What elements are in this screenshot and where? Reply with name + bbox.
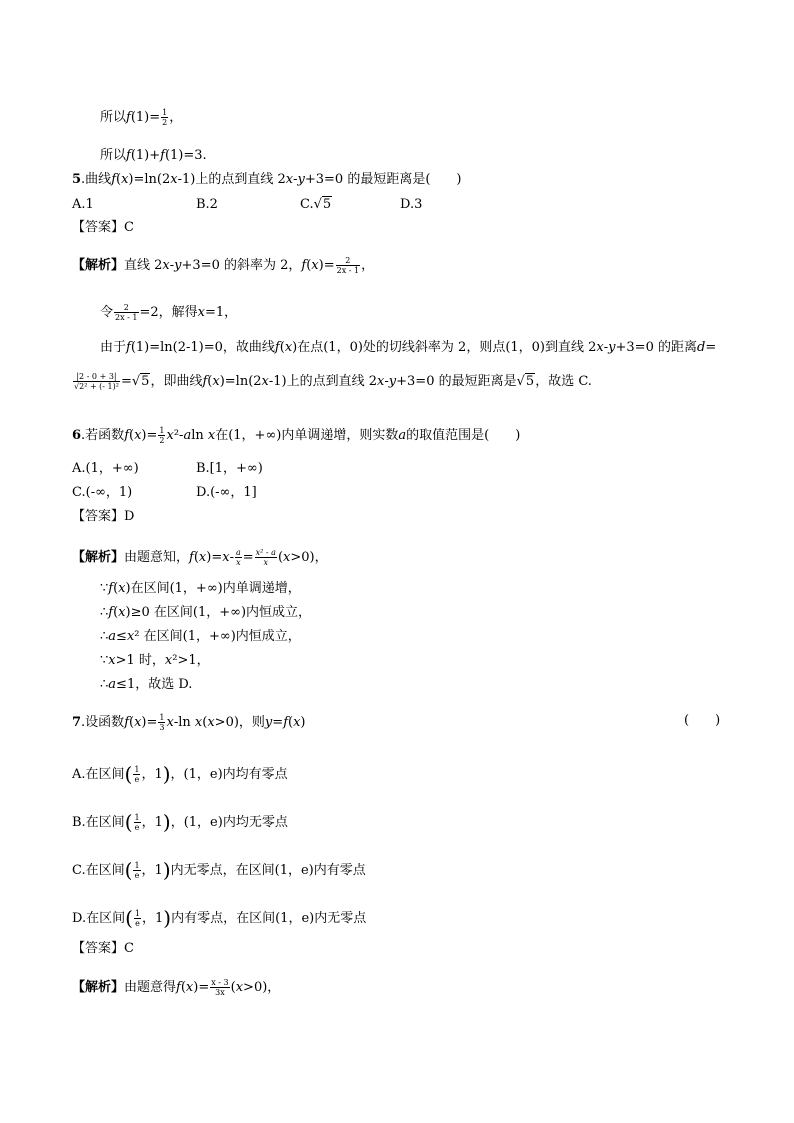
solution-line: ∴a≤x² 在区间(1，+∞)内恒成立， <box>100 629 301 644</box>
q7-option-b: B.在区间( $\frac{1}{e}$ ，1)，(1，e)内均无零点 <box>72 810 288 834</box>
fraction: $\frac{2}{2x - 1}$ <box>336 256 360 275</box>
q7-option-a: A.在区间( $\frac{1}{e}$ ，1)，(1，e)内均有零点 <box>72 762 288 786</box>
solution-line: ∵f(x)在区间(1，+∞)内单调递增， <box>100 581 301 596</box>
q7-option-c: C.在区间( $\frac{1}{e}$ ，1)内无零点，在区间(1，e)内有零点 <box>72 858 366 882</box>
analysis-7: 【解析】由题意得f(x)= $\frac{x - 3}{3x}$ (x>0)， <box>72 978 281 997</box>
q5-option-c: C.√5 <box>300 197 332 212</box>
solution-line: 令 $\frac{2}{2x - 1}$ =2，解得x=1， <box>100 303 238 322</box>
fraction: $\frac{\text{x² - a}}{x}$ <box>255 548 276 567</box>
question-6: 6.若函数f(x)= $\frac{1}{2}$ x²-aln x在(1，+∞)内单调递增，则实数a的取值范围是( ) <box>72 426 521 445</box>
fraction: $\frac{1}{e}$ <box>134 909 140 928</box>
q7-answer-paren: ( ) <box>684 713 721 728</box>
sqrt: √5 <box>131 374 150 389</box>
fraction: $\frac{1}{3}$ <box>159 713 165 732</box>
sqrt: √5 <box>516 374 535 389</box>
solution-line: 所以f(1)+f(1)=3. <box>100 148 207 163</box>
fraction: $\frac{a}{x}$ <box>235 548 241 567</box>
fraction: $\frac{x - 3}{3x}$ <box>211 978 229 997</box>
question-7: 7.设函数f(x)= $\frac{1}{3}$ x-ln x(x>0)，则y=f(x) <box>72 713 306 732</box>
answer-7: 【答案】C <box>72 941 134 956</box>
solution-line: 由于f(1)=ln(2-1)=0，故曲线f(x)在点(1，0)处的切线斜率为 2，则点(1，0)到直线 2x-y+3=0 的距离d= <box>100 340 717 355</box>
q7-option-d: D.在区间( $\frac{1}{e}$ ，1)内有零点，在区间(1，e)内无零点 <box>72 906 367 930</box>
q6-option-a: A.(1，+∞) <box>72 461 139 476</box>
q5-option-b: B.2 <box>196 197 218 212</box>
fraction: $\frac{1}{2}$ <box>159 426 165 445</box>
solution-line: $\frac{|2 - 0 + 3|}{\text{√2² + (- 1)²}}$ =√5，即曲线f(x)=ln(2x-1)上的点到直线 2x-y+3=0 的最短距离是√5，故选 C. <box>74 372 592 391</box>
answer-6: 【答案】D <box>72 509 135 524</box>
analysis-6: 【解析】由题意知，f(x)=x- $\frac{a}{x}$ = $\frac{\text{x² - a}}{x}$ (x>0)， <box>72 548 328 567</box>
q6-option-d: D.(-∞，1] <box>196 485 257 500</box>
sqrt: √5 <box>313 197 332 212</box>
question-5: 5.曲线f(x)=ln(2x-1)上的点到直线 2x-y+3=0 的最短距离是( ) <box>72 172 462 187</box>
q6-option-c: C.(-∞，1) <box>72 485 133 500</box>
fraction: $\frac{1}{e}$ <box>134 813 140 832</box>
fraction: $\frac{1}{e}$ <box>134 861 140 880</box>
solution-line: ∴f(x)≥0 在区间(1，+∞)内恒成立， <box>100 605 312 620</box>
answer-5: 【答案】C <box>72 220 134 235</box>
q5-option-d: D.3 <box>400 197 423 212</box>
fraction: $\frac{1}{2}$ <box>162 108 168 127</box>
analysis-5: 【解析】直线 2x-y+3=0 的斜率为 2，f(x)= $\frac{2}{2x - 1}$ ， <box>72 256 375 275</box>
q5-option-a: A.1 <box>72 197 94 212</box>
solution-line: 所以f(1)= $\frac{1}{2}$ ， <box>100 108 183 127</box>
solution-line: ∴a≤1，故选 D. <box>100 677 193 692</box>
fraction: $\frac{1}{e}$ <box>134 765 140 784</box>
fraction: $\frac{|2 - 0 + 3|}{\text{√2² + (- 1)²}}$ <box>74 372 119 391</box>
solution-line: ∵x>1 时，x²>1， <box>100 653 210 668</box>
fraction: $\frac{2}{2x - 1}$ <box>115 303 138 322</box>
q6-option-b: B.[1，+∞) <box>196 461 263 476</box>
